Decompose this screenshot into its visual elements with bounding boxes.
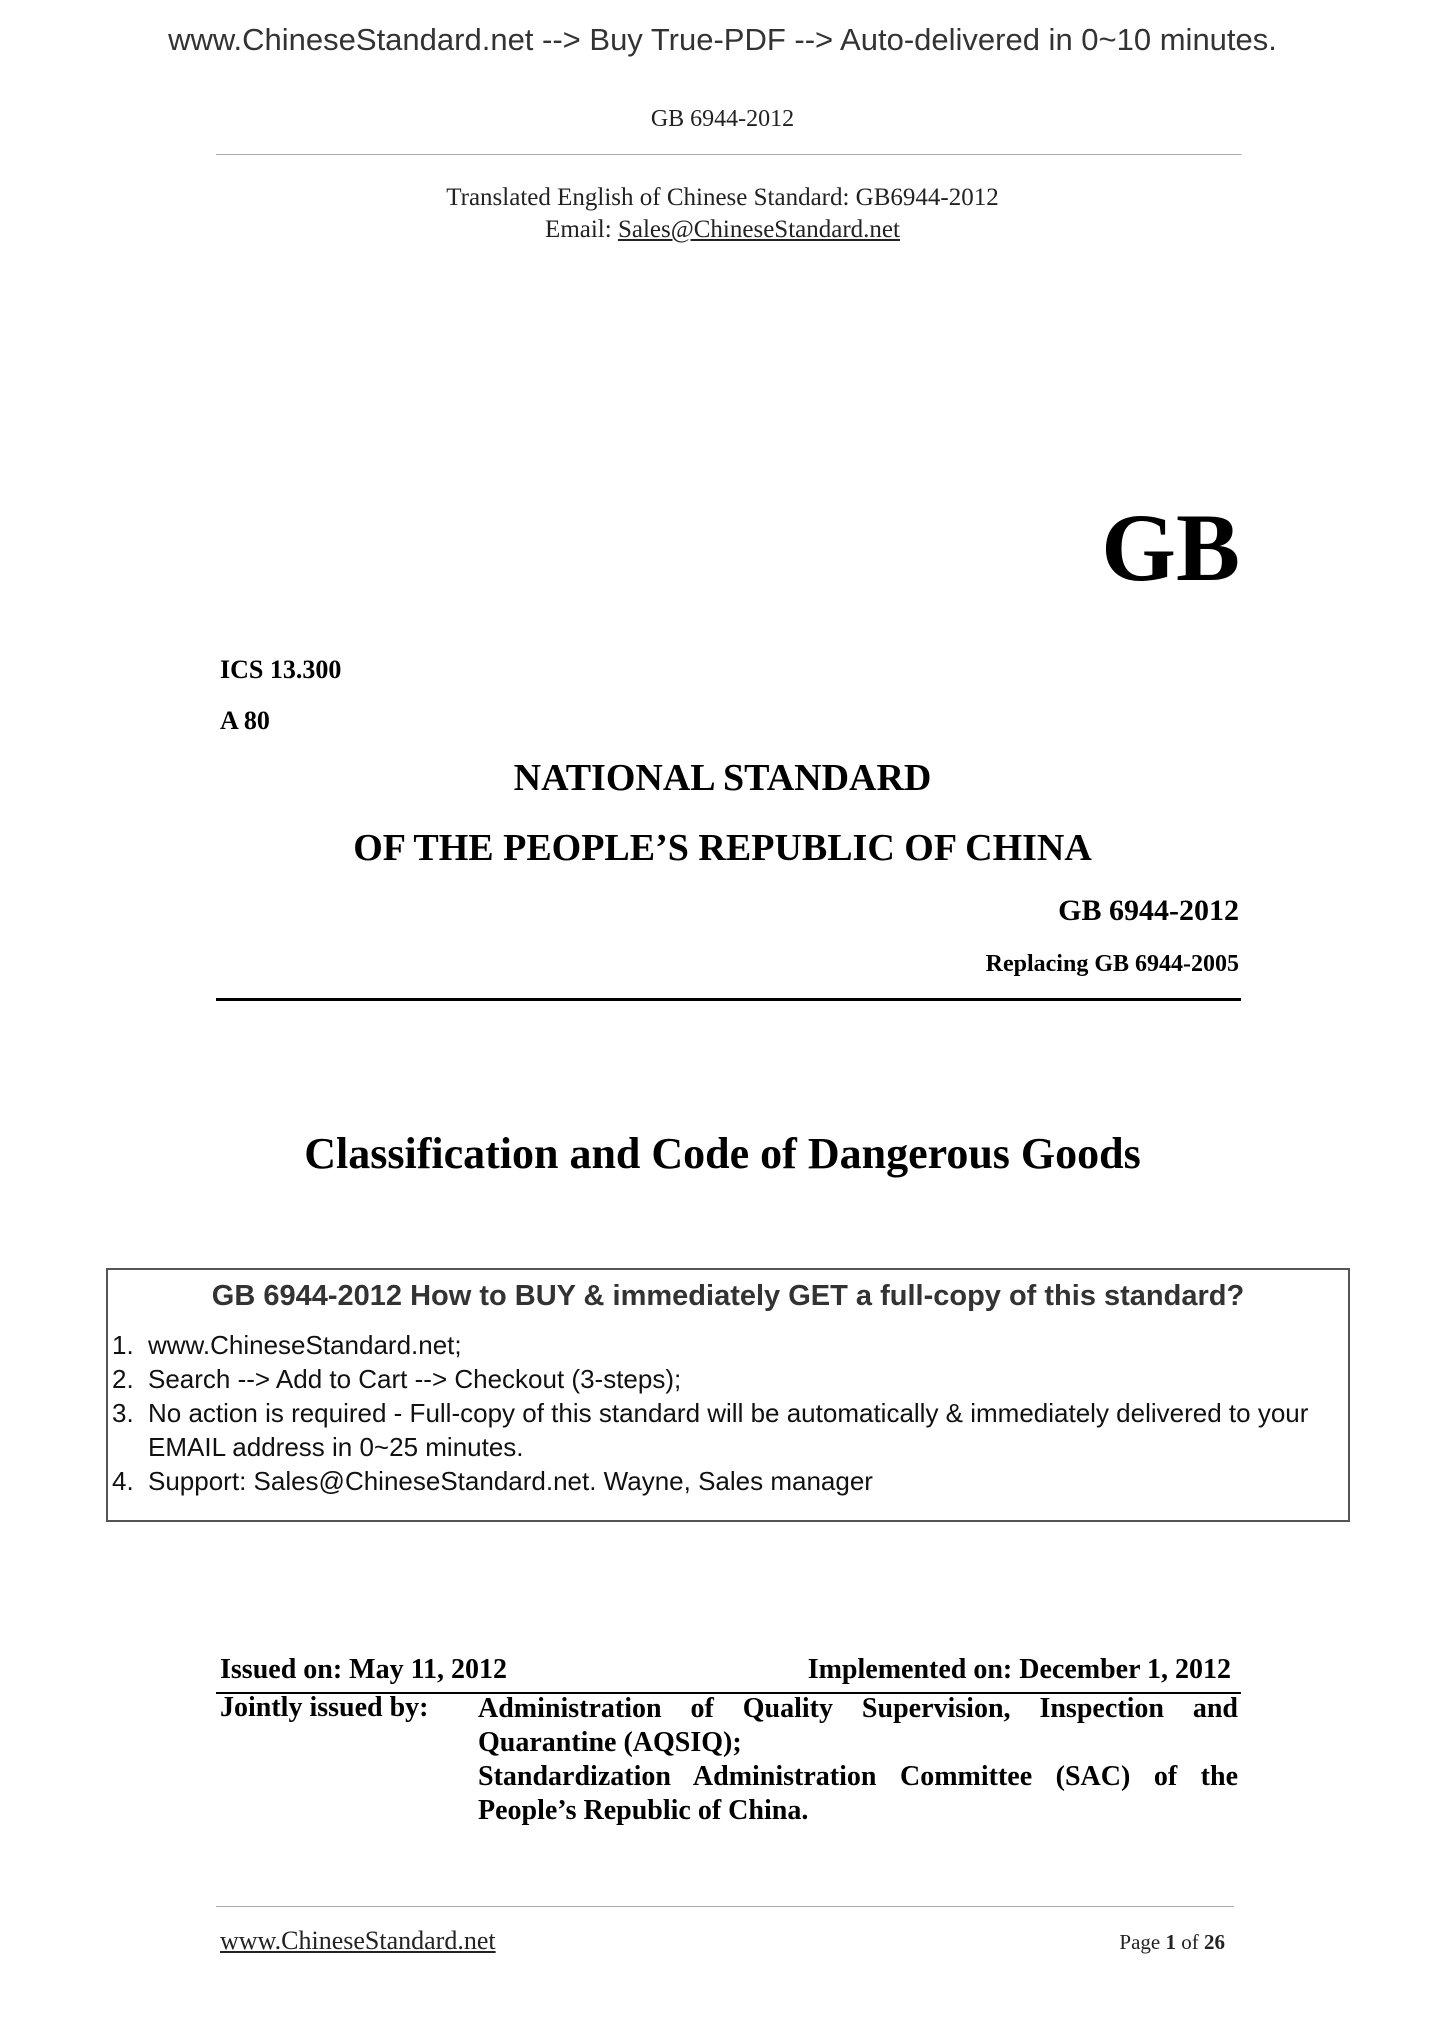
buy-step-number: 3. <box>112 1398 134 1428</box>
implemented-on-date: Implemented on: December 1, 2012 <box>807 1654 1231 1685</box>
page-current: 1 <box>1165 1930 1176 1954</box>
buy-info-box <box>106 1268 1350 1522</box>
translated-line: Translated English of Chinese Standard: GB6944-2012 <box>446 184 999 211</box>
buy-step <box>112 1362 1338 1396</box>
email-label: Email: <box>545 216 618 243</box>
buy-step-text: No action is required - Full-copy of this standard will be automatically & immediately delivered to your EMAIL address in 0~25 minutes. <box>148 1398 1309 1462</box>
header-standard-code: GB 6944-2012 <box>650 106 795 132</box>
national-standard-title: NATIONAL STANDARD <box>513 757 932 799</box>
buy-step-number: 2. <box>112 1364 134 1394</box>
buy-step-text: Support: Sales@ChineseStandard.net. Wayne, Sales manager <box>148 1466 873 1496</box>
document-title: Classification and Code of Dangerous Goods <box>304 1129 1141 1178</box>
page-prefix: Page <box>1119 1930 1166 1954</box>
page-total: 26 <box>1204 1930 1225 1954</box>
page-number <box>1119 1930 1225 1955</box>
jointly-issued-label: Jointly issued by: <box>220 1692 429 1723</box>
buy-step <box>112 1328 1338 1362</box>
country-title: OF THE PEOPLE’S REPUBLIC OF CHINA <box>353 827 1092 869</box>
gb-mark: GB <box>1101 494 1240 601</box>
email-link[interactable]: Sales@ChineseStandard.net <box>617 216 900 243</box>
buy-step-text: Search --> Add to Cart --> Checkout (3-steps); <box>148 1364 682 1394</box>
issued-on-date: Issued on: May 11, 2012 <box>220 1654 508 1685</box>
footer-divider <box>216 1906 1234 1907</box>
top-banner[interactable]: www.ChineseStandard.net --> Buy True-PDF --> Auto-delivered in 0~10 minutes. <box>168 22 1277 57</box>
replacing-standard: Replacing GB 6944-2005 <box>985 951 1239 977</box>
buy-step-number: 1. <box>112 1330 134 1360</box>
buy-step <box>112 1464 1338 1498</box>
buy-step-text[interactable]: www.ChineseStandard.net; <box>148 1330 462 1360</box>
buy-steps-list <box>112 1328 1338 1498</box>
header-divider <box>216 154 1241 155</box>
ics-code: ICS 13.300 <box>220 655 342 684</box>
standard-number: GB 6944-2012 <box>1058 894 1239 927</box>
buy-step-number: 4. <box>112 1466 134 1496</box>
issuer-sac: Standardization Administration Committee (SAC) of the People’s Republic of China. <box>478 1761 1238 1826</box>
footer-website-link[interactable]: www.ChineseStandard.net <box>220 1926 496 1955</box>
ccs-code: A 80 <box>220 706 270 735</box>
buy-box-heading: GB 6944-2012 How to BUY & immediately GET a full-copy of this standard? <box>211 1280 1245 1312</box>
issuers-block <box>478 1692 1238 1828</box>
issuer-aqsiq: Administration of Quality Supervision, Inspection and Quarantine (AQSIQ); <box>478 1693 1238 1758</box>
page-of: of <box>1176 1930 1204 1954</box>
title-divider <box>216 998 1241 1001</box>
buy-step <box>112 1396 1338 1464</box>
email-line <box>0 216 1445 244</box>
